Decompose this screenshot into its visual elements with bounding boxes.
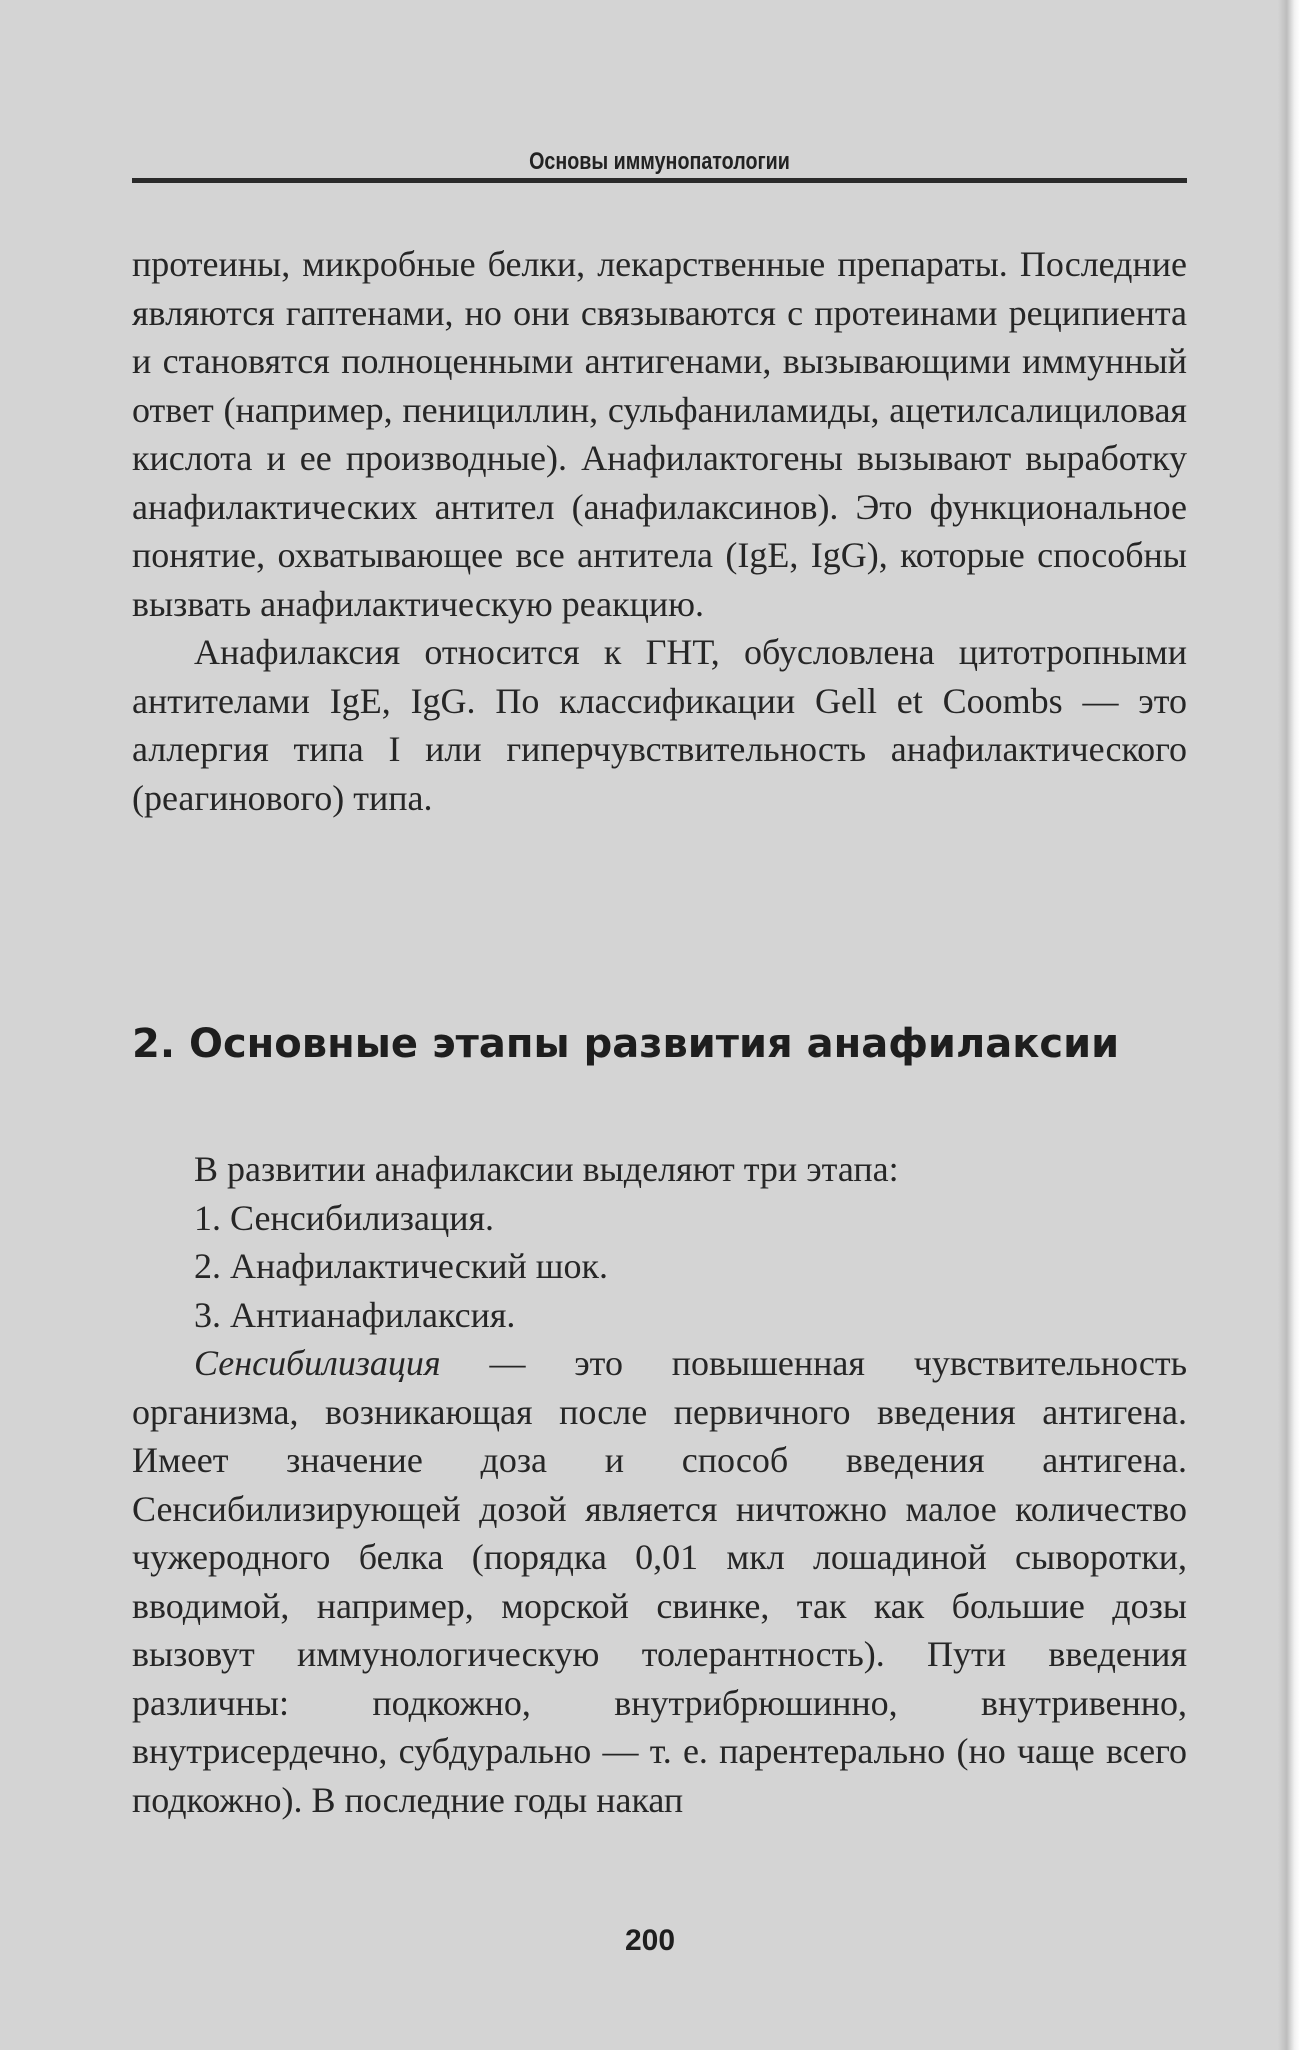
steps-list — [132, 1194, 1187, 1340]
section-heading: 2. Основные этапы развития анафилаксии — [132, 1021, 1120, 1067]
list-item: 1. Сенсибилизация. — [194, 1197, 495, 1238]
running-head — [132, 136, 1187, 183]
paragraph: протеины, микробные белки, лекарственные препараты. Последние являются гаптенами, но они связываются с протеинами реципиента и становятся полноценными антигенами, вызывающими иммунный ответ (например, пенициллин, сульфаниламиды, ацетилсалициловая кислота и ее производные). Анафилактогены вызывают выработку анафилактических антител (анафилаксинов). Это функциональное понятие, охватывающее все антитела (IgE, IgG), которые способны вызвать анафилактическую реакцию. — [132, 244, 1187, 624]
paragraph: Анафилаксия относится к ГНТ, обусловлена цитотропными антителами IgE, IgG. По классификации Gell et Coombs — это аллергия типа I или гиперчувствительность анафилактического (реагинового) типа. — [132, 632, 1187, 818]
intro-text — [132, 240, 1187, 822]
section-body — [132, 1145, 1187, 1824]
list-item: 3. Антианафилаксия. — [194, 1294, 516, 1335]
definition-text: — это повышенная чувствительность организма, возникающая после первичного введения антигена. Имеет значение доза и способ введения антигена. Сенсибилизирующей дозой является ничтожно малое количество чужеродного белка (порядка 0,01 мкл лошадиной сыворотки, вводимой, например, морской свинке, так как большие дозы вызовут иммунологическую толерантность). Пути введения различны: подкожно, внутрибрюшинно, внутривенно, внутрисердечно, субдурально — т. е. парентерально (но чаще всего подкожно). В последние годы накап — [132, 1343, 1187, 1820]
page-edge-shadow — [1278, 0, 1300, 2050]
list-item: 2. Анафилактический шок. — [194, 1246, 608, 1286]
section-lead: В развитии анафилаксии выделяют три этапа: — [194, 1149, 899, 1189]
running-head-title: Основы иммунопатологии — [529, 148, 790, 175]
page-number: 200 — [624, 1924, 676, 1957]
definition-paragraph — [132, 1339, 1187, 1824]
definition-term: Сенсибилизация — [194, 1343, 441, 1383]
